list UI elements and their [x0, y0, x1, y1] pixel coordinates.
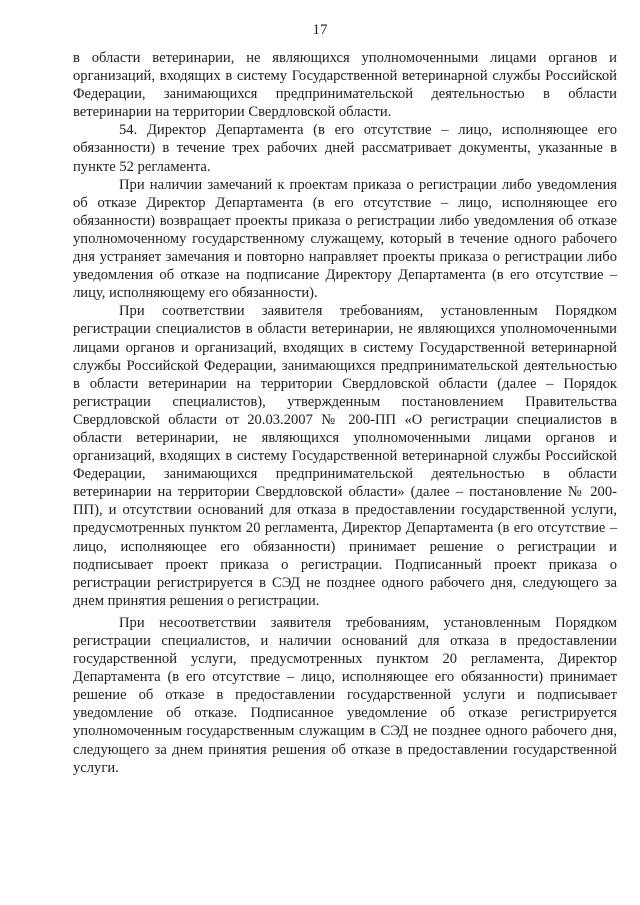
paragraph-remarks: При наличии замечаний к проектам приказа о регистрации либо уведомления об отказе Директор Департамента (в его отсутствие – лицо, исполняющее его обязанности) возвращает проекты приказа о регистрации либо уведомления об отказе уполномоченному государственному служащему, который в течение одного рабочего дня устраняет замечания и повторно направляет проекты приказа о регистрации либо уведомления об отказе на подписание Директору Департамента (в его отсутствие – лицу, исполняющему его обязанности). [73, 176, 617, 302]
paragraph-compliance: При соответствии заявителя требованиям, установленным Порядком регистрации специалистов в области ветеринарии, не являющихся уполномоченными лицами органов и организаций, входящих в систему Государственной ветеринарной службы Российской Федерации, занимающихся предпринимательской деятельностью в области ветеринарии на территории Свердловской области (далее – Порядок регистрации специалистов), утвержденным постановлением Правительства Свердловской области от 20.03.2007 № 200-ПП «О регистрации специалистов в области ветеринарии, не являющихся уполномоченными лицами органов и организаций, входящих в систему Государственной ветеринарной службы Российской Федерации, занимающихся предпринимательской деятельностью в области ветеринарии на территории Свердловской области» (далее – постановление № 200-ПП), и отсутствии оснований для отказа в предоставлении государственной услуги, предусмотренных пунктом 20 регламента, Директор Департамента (в его отсутствие – лицо, исполняющее его обязанности) принимает решение о регистрации и подписывает проект приказа о регистрации. Подписанный проект приказа о регистрации регистрируется в СЭД не позднее одного рабочего дня, следующего за днем принятия решения о регистрации. [73, 303, 617, 609]
paragraph-continuation: в области ветеринарии, не являющихся уполномоченными лицами органов и организаций, входящих в систему Государственной ветеринарной службы Российской Федерации, занимающихся предпринимательской деятельностью в области ветеринарии на территории Свердловской области. [73, 50, 617, 121]
page-number: 17 [312, 22, 328, 38]
document-body [73, 49, 617, 777]
paragraph-noncompliance: При несоответствии заявителя требованиям, установленным Порядком регистрации специалистов, и наличии оснований для отказа в предоставлении государственной услуги, предусмотренных пунктом 20 регламента, Директор Департамента (в его отсутствие – лицо, исполняющее его обязанности) принимает решение об отказе в предоставлении государственной услуги и подписывает уведомление об отказе. Подписанное уведомление об отказе регистрируется уполномоченным государственным служащим в СЭД не позднее одного рабочего дня, следующего за днем принятия решения об отказе в предоставлении государственной услуги. [73, 614, 617, 776]
paragraph-item-54: 54. Директор Департамента (в его отсутствие – лицо, исполняющее его обязанности) в течение трех рабочих дней рассматривает документы, указанные в пункте 52 регламента. [73, 122, 617, 175]
